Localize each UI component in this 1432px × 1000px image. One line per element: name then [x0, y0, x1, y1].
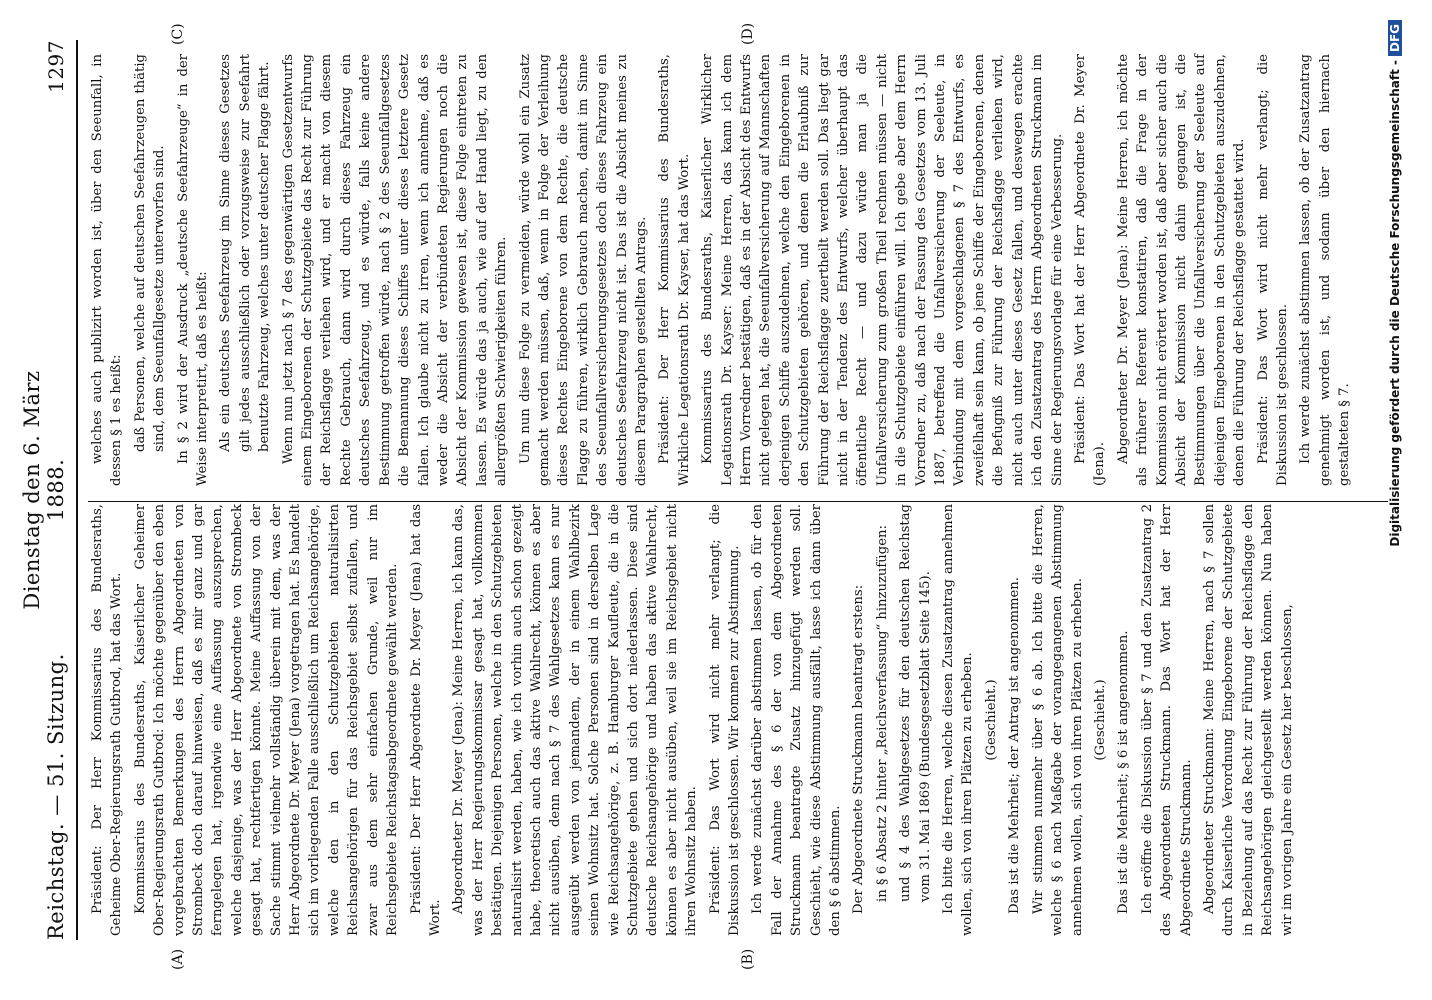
paragraph: Präsident: Das Wort wird nicht mehr verlangt; die Diskussion ist geschlossen. [1255, 54, 1290, 486]
paragraph: Der Abgeordnete Struckmann beantragt erstens: [851, 584, 867, 914]
paragraph: Ich eröffne die Diskussion über § 7 und den Zusatzantrag 2 des Abgeordneten Struckmann. Das Wort hat der Herr Abgeordnete Struckmann. [1139, 504, 1194, 936]
paragraph: Wir stimmen nunmehr über § 6 ab. Ich bitte die Herren, welche § 6 nach Maßgabe der vorangegangenen Abstimmung annehmen wollen, sich von ihren Plätzen zu erheben. [1030, 504, 1085, 936]
page-number: 1297 [44, 40, 68, 93]
paragraph: Kommissarius des Bundesraths, Kaiserlicher Wirklicher Legationsrath Dr. Kayser: Meine Herren, das kann ich dem Herrn Vorredner bestätigen, daß es in der Absicht des Entwurfs nicht gelegen hat, die Seeunfallversicherung auf Mannschaften derjenigen Schiffe auszudehnen, welche den Eingeborenen in den Schutzgebieten gehören, und denen die Erlaubniß zur Führung der Reichsflagge zuertheilt werden soll. Das liegt gar nicht in der Tendenz des Entwurfs, welcher überhaupt das öffentliche Recht — und dazu würde man ja die Unfallversicherung zum großen Theil rechnen müssen — nicht in die Schutzgebiete einführen will. Ich gebe aber dem Herrn Vorredner zu, daß nach der Fassung des Gesetzes vom 13. Juli 1887, betreffend die Unfallversicherung der Seeleute, in Verbindung mit dem vorgeschlagenen § 7 des Entwurfs, es zweifelhaft sein kann, ob jene Schiffe der Eingeborenen, denen die Befugniß zur Führung der Reichsflagge verliehen wird, nicht auch unter dieses Gesetz fallen, und deswegen erachte ich den Zusatzantrag des Herrn Abgeordneten Struckmann im Sinne der Regierungsvorlage für eine Verbesserung. [700, 54, 1065, 486]
paragraph: Abgeordneter Struckmann: Meine Herren, nach § 7 sollen durch Kaiserliche Verordnung Eingeborene der Schutzgebiete in Beziehung auf das Recht zur Führung der Reichsflagge den Reichsangehörigen gleichgestellt werden können. Nun haben wir im vorigen Jahre ein Gesetz hier beschlossen, [1201, 504, 1295, 936]
margin-letter-d: (D) [740, 22, 756, 45]
header-left: Reichstag. — 51. Sitzung. [44, 653, 68, 940]
digitization-credit [1388, 20, 1402, 940]
credit-text: Digitalisierung gefördert durch die Deutsche Forschungsgemeinschaft - [1388, 60, 1402, 547]
paragraph: Abgeordneter Dr. Meyer (Jena): Meine Herren, ich kann das, was der Herr Regierungskommissar gesagt hat, vollkommen bestätigen. Diejenigen Personen, welche in den Schutzgebieten naturalisirt werden, haben, wie ich vorhin auch schon gezeigt habe, theoretisch auch das aktive Wahlrecht, können es aber nicht ausüben, denn nach § 7 des Wahlgesetzes kann es nur ausgeübt werden von jemandem, der in einem Wahlbezirk seinen Wohnsitz hat. Solche Personen sind in derselben Lage wie Reichsangehörige, z. B. Hamburger Kaufleute, die in die Schutzgebiete gehen und sich dort niederlassen. Diese sind deutsche Reichsangehörige und haben das aktive Wahlrecht, können es aber nicht ausüben, weil sie im Reichsgebiet nicht ihren Wohnsitz haben. [451, 504, 700, 936]
margin-letter-b: (B) [740, 948, 756, 970]
paragraph: Präsident: Der Herr Kommissarius des Bundesraths, Wirkliche Legationsrath Dr. Kayser, hat das Wort. [657, 54, 692, 486]
paragraph: Um nun diese Folge zu vermeiden, würde wohl ein Zusatz gemacht werden müssen, daß, wenn in Folge der Verleihung dieses Rechtes Eingeborene von dem Rechte, die deutsche Flagge zu führen, wirklich Gebrauch machen, damit im Sinne des Seeunfallversicherungsgesetzes doch dieses Fahrzeug ein deutsches Seefahrzeug nicht ist. Das ist die Absicht meines zu diesem Paragraphen gestellten Antrags. [517, 54, 649, 486]
paragraph: Präsident: Der Herr Kommissarius des Bundesraths, Geheime Ober-Regierungsrath Gutbrod, hat das Wort. [90, 504, 125, 936]
dfg-logo: DFG [1388, 20, 1402, 56]
paragraph: Wenn nun jetzt nach § 7 des gegenwärtigen Gesetzentwurfs einem Eingeborenen der Schutzgebiete das Recht zur Führung der Reichsflagge verliehen wird, und er macht von diesem Rechte Gebrauch, dann wird durch dieses Fahrzeug ein deutsches Seefahrzeug, und es würde, falls keine andere Bestimmung getroffen würde, nach § 2 des Seeunfallgesetzes die Bemannung dieses Schiffes unter dieses letztere Gesetz fallen. Ich glaube nicht zu irren, wenn ich annehme, daß es weder die Absicht der verbündeten Regierungen noch die Absicht der Kommission gewesen ist, diese Folge eintreten zu lassen. Es würde das ja auch, wie auf der Hand liegt, zu den allergrößten Schwierigkeiten führen. [280, 54, 510, 486]
paragraph: In § 2 wird der Ausdruck „deutsche Seefahrzeuge“ in der Weise interpretirt, daß es heißt: [175, 54, 211, 486]
paragraph: Abgeordneter Dr. Meyer (Jena): Meine Herren, ich möchte als früherer Referent konstatiren, daß die Frage in der Kommission nicht erörtert worden ist, daß aber sicher auch die Absicht der Kommission nicht dahin gegangen ist, die Bestimmungen über die Unfallversicherung der Seeleute auf diejenigen Eingeborenen in den Schutzgebieten auszudehnen, denen die Führung der Reichsflagge gestattet wird. [1115, 54, 1248, 486]
margin-letter-c: (C) [170, 23, 186, 45]
right-text-column [88, 54, 1359, 486]
stage-direction: (Geschieht.) [983, 679, 999, 761]
header-date: Dienstag den 6. März 1888. [20, 370, 68, 610]
paragraph: Das ist die Mehrheit; der Antrag ist angenommen. [1007, 577, 1023, 914]
paragraph: Ich bitte die Herren, welche diesen Zusatzantrag annehmen wollen, sich von ihren Plätzen zu erheben. [941, 504, 976, 936]
paragraph: welches auch publizirt worden ist, über den Seeunfall, in dessen § 1 es heißt: [90, 54, 125, 486]
quoted-paragraph: und § 4 des Wahlgesetzes für den deutschen Reichstag vom 31. Mai 1869 (Bundesgesetzblatt Seite 145). [898, 504, 933, 902]
stage-direction: (Geschieht.) [1092, 679, 1108, 761]
left-text-column [88, 504, 1301, 936]
column-divider [88, 501, 1388, 502]
paragraph: Ich werde zunächst darüber abstimmen lassen, ob für den Fall der Annahme des § 6 der von dem Abgeordneten Struckmann beantragte Zusatz hinzugefügt werden soll. Geschieht, wie diese Abstimmung ausfällt, lasse ich dann über den § 6 abstimmen. [750, 504, 844, 936]
margin-letter-a: (A) [170, 948, 186, 970]
quoted-paragraph: in § 6 Absatz 2 hinter „Reichsverfassung“ hinzuzufügen: [874, 525, 890, 902]
paragraph: Präsident: Der Herr Abgeordnete Dr. Meyer (Jena) hat das Wort. [408, 504, 443, 936]
page-header [20, 40, 68, 940]
paragraph: Ich werde zunächst abstimmen lassen, ob der Zusatzantrag genehmigt worden ist, und sodann über den hiernach gestalteten § 7. [1298, 54, 1353, 486]
paragraph: Kommissarius des Bundesraths, Kaiserlicher Geheimer Ober-Regierungsrath Gutbrod: Ich möchte gegenüber den eben vorgebrachten Bemerkungen des Herrn Abgeordneten von Strombeck doch darauf hinweisen, daß es mir ganz und gar ferngelegen hat, irgendwie eine Auffassung auszusprechen, welche dasjenige, was der Herr Abgeordnete von Strombeck gesagt hat, rechtfertigen könnte. Meine Auffassung von der Sache stimmt vielmehr vollständig überein mit dem, was der Herr Abgeordnete Dr. Meyer (Jena) vorgetragen hat. Es handelt sich im vorliegenden Falle ausschließlich um Reichsangehörige, welche den in den Schutzgebieten naturalisirten Reichsangehörigen für das Reichsgebiet selbst zufallen, und zwar aus dem sehr einfachen Grunde, weil nur im Reichsgebiete Reichstagsabgeordnete gewählt werden. [132, 504, 401, 936]
paragraph: Präsident: Das Wort hat der Herr Abgeordnete Dr. Meyer (Jena). [1072, 54, 1108, 486]
paragraph: Präsident: Das Wort wird nicht mehr verlangt; die Diskussion ist geschlossen. Wir kommen zur Abstimmung. [707, 504, 742, 936]
paragraph: Das ist die Mehrheit; § 6 ist angenommen. [1116, 630, 1132, 914]
quoted-paragraph: daß Personen, welche auf deutschen Seefahrzeugen thätig sind, dem Seeunfallgesetze unterworfen sind. [132, 54, 168, 452]
header-rule [76, 40, 78, 940]
quoted-paragraph: Als ein deutsches Seefahrzeug im Sinne dieses Gesetzes gilt jedes ausschließlich oder vorzugsweise zur Seefahrt benutzte Fahrzeug, welches unter deutscher Flagge fährt. [218, 54, 273, 452]
